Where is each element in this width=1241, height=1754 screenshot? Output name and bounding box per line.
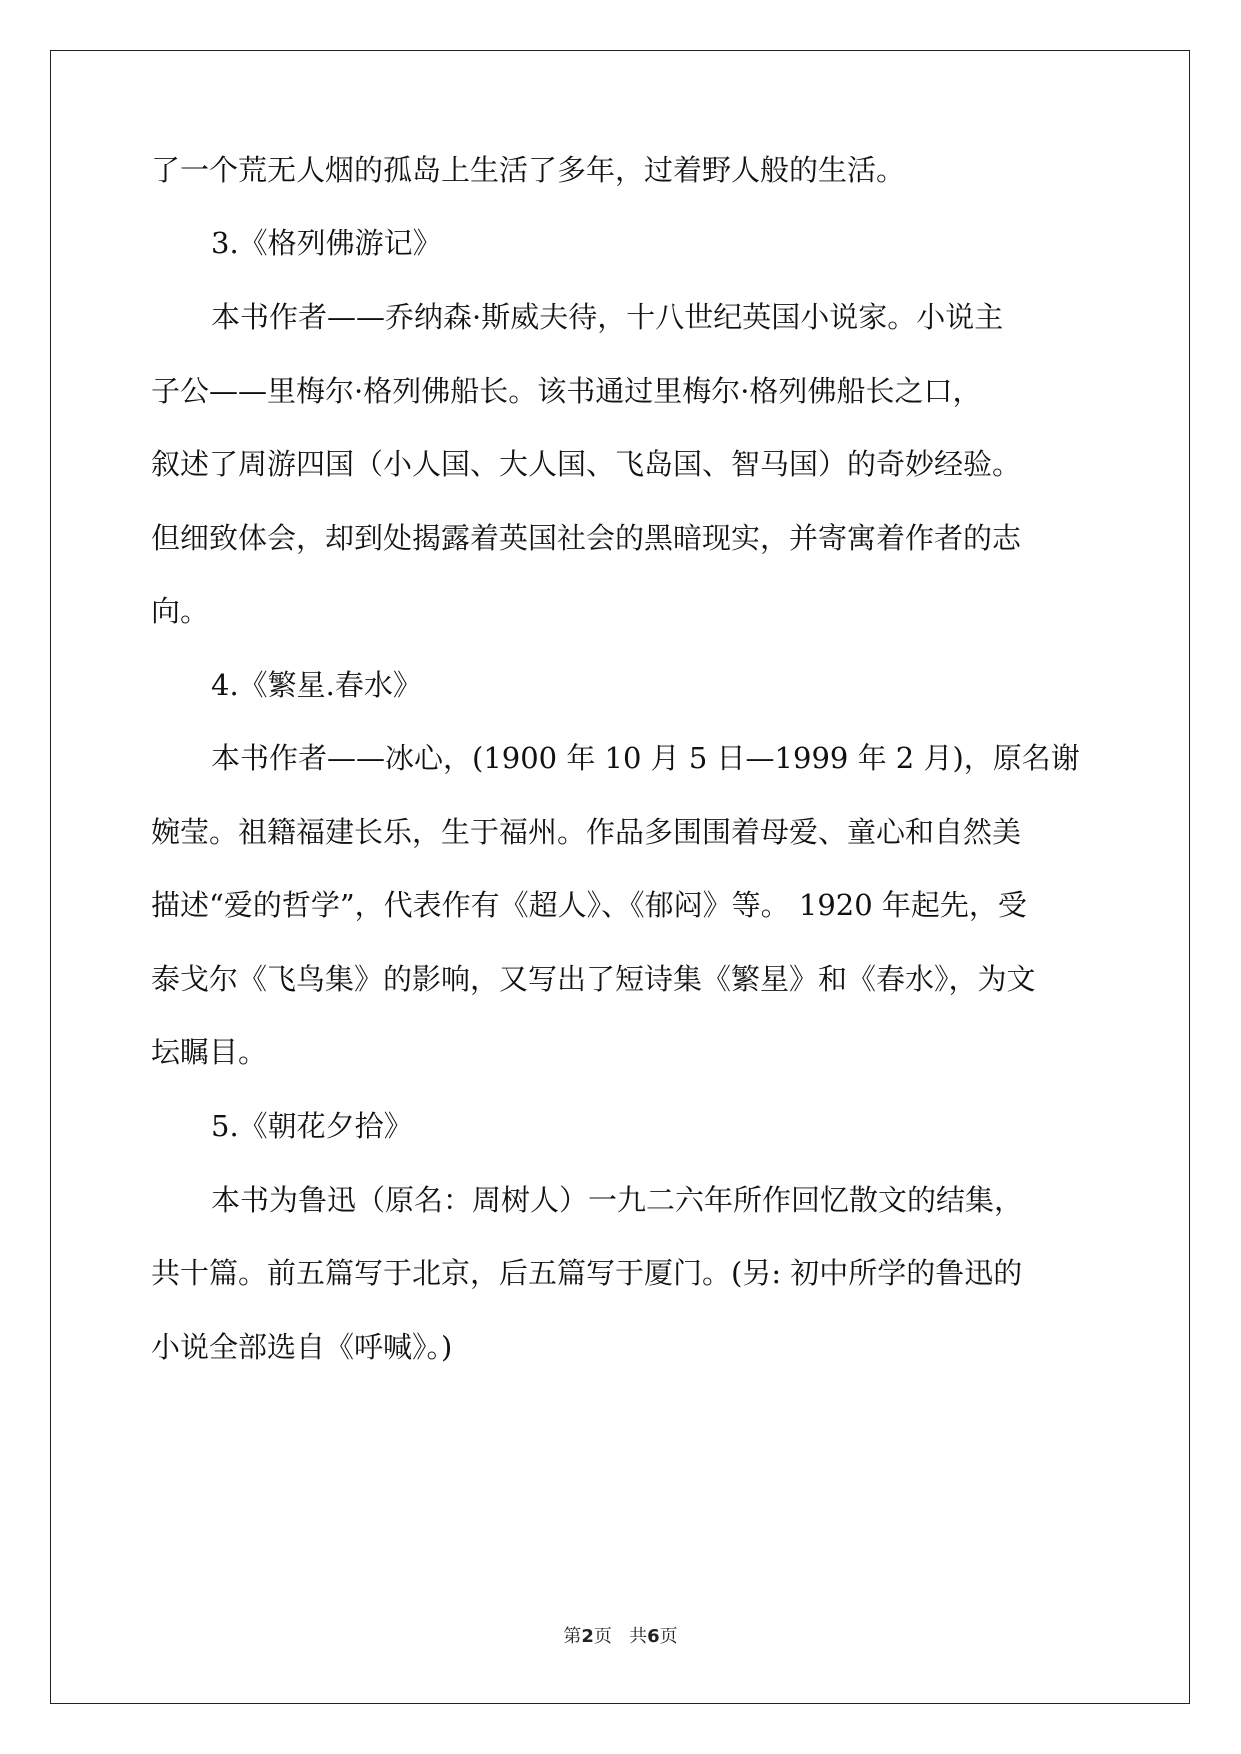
- paragraph-line: 坛瞩目。: [151, 1035, 268, 1069]
- total-page-count: 6: [647, 1626, 660, 1647]
- page-footer: [0, 1622, 1241, 1648]
- section-heading: 3.《格列佛游记》: [211, 226, 442, 260]
- section-heading: 4.《繁星.春水》: [211, 668, 422, 702]
- section-heading: 5.《朝花夕拾》: [211, 1109, 413, 1143]
- paragraph-line: 本书作者——乔纳森·斯威夫待，十八世纪英国小说家。小说主: [211, 300, 1004, 334]
- paragraph-line: 了一个荒无人烟的孤岛上生活了多年，过着野人般的生活。: [151, 153, 906, 187]
- paragraph-line: 婉莹。祖籍福建长乐，生于福州。作品多围围着母爱、童心和自然美: [151, 815, 1022, 849]
- paragraph-line: 共十篇。前五篇写于北京，后五篇写于厦门。(另: 初中所学的鲁迅的: [151, 1256, 1023, 1290]
- paragraph-line: 本书作者——冰心，(1900 年 10 月 5 日—1999 年 2 月)，原名谢: [211, 741, 1080, 775]
- paragraph-line: 但细致体会，却到处揭露着英国社会的黑暗现实，并寄寓着作者的志: [151, 521, 1022, 555]
- footer-prefix: 第: [563, 1626, 582, 1647]
- footer-suffix: 页: [659, 1626, 678, 1647]
- paragraph-line: 本书为鲁迅（原名：周树人）一九二六年所作回忆散文的结集，: [211, 1183, 1024, 1217]
- paragraph-line: 叙述了周游四国（小人国、大人国、飞岛国、智马国）的奇妙经验。: [151, 447, 1022, 481]
- paragraph-line: 描述“爱的哲学”，代表作有《超人》、《郁闷》等。 1920 年起先，受: [151, 888, 1027, 922]
- paragraph-line: 子公——里梅尔·格列佛船长。该书通过里梅尔·格列佛船长之口，: [151, 374, 982, 408]
- paragraph-line: 向。: [151, 594, 210, 628]
- current-page-number: 2: [581, 1626, 594, 1647]
- paragraph-line: 小说全部选自《呼喊》。): [151, 1330, 453, 1364]
- footer-middle: 页 共: [593, 1626, 648, 1647]
- paragraph-line: 泰戈尔《飞鸟集》的影响，又写出了短诗集《繁星》和《春水》，为文: [151, 962, 1036, 996]
